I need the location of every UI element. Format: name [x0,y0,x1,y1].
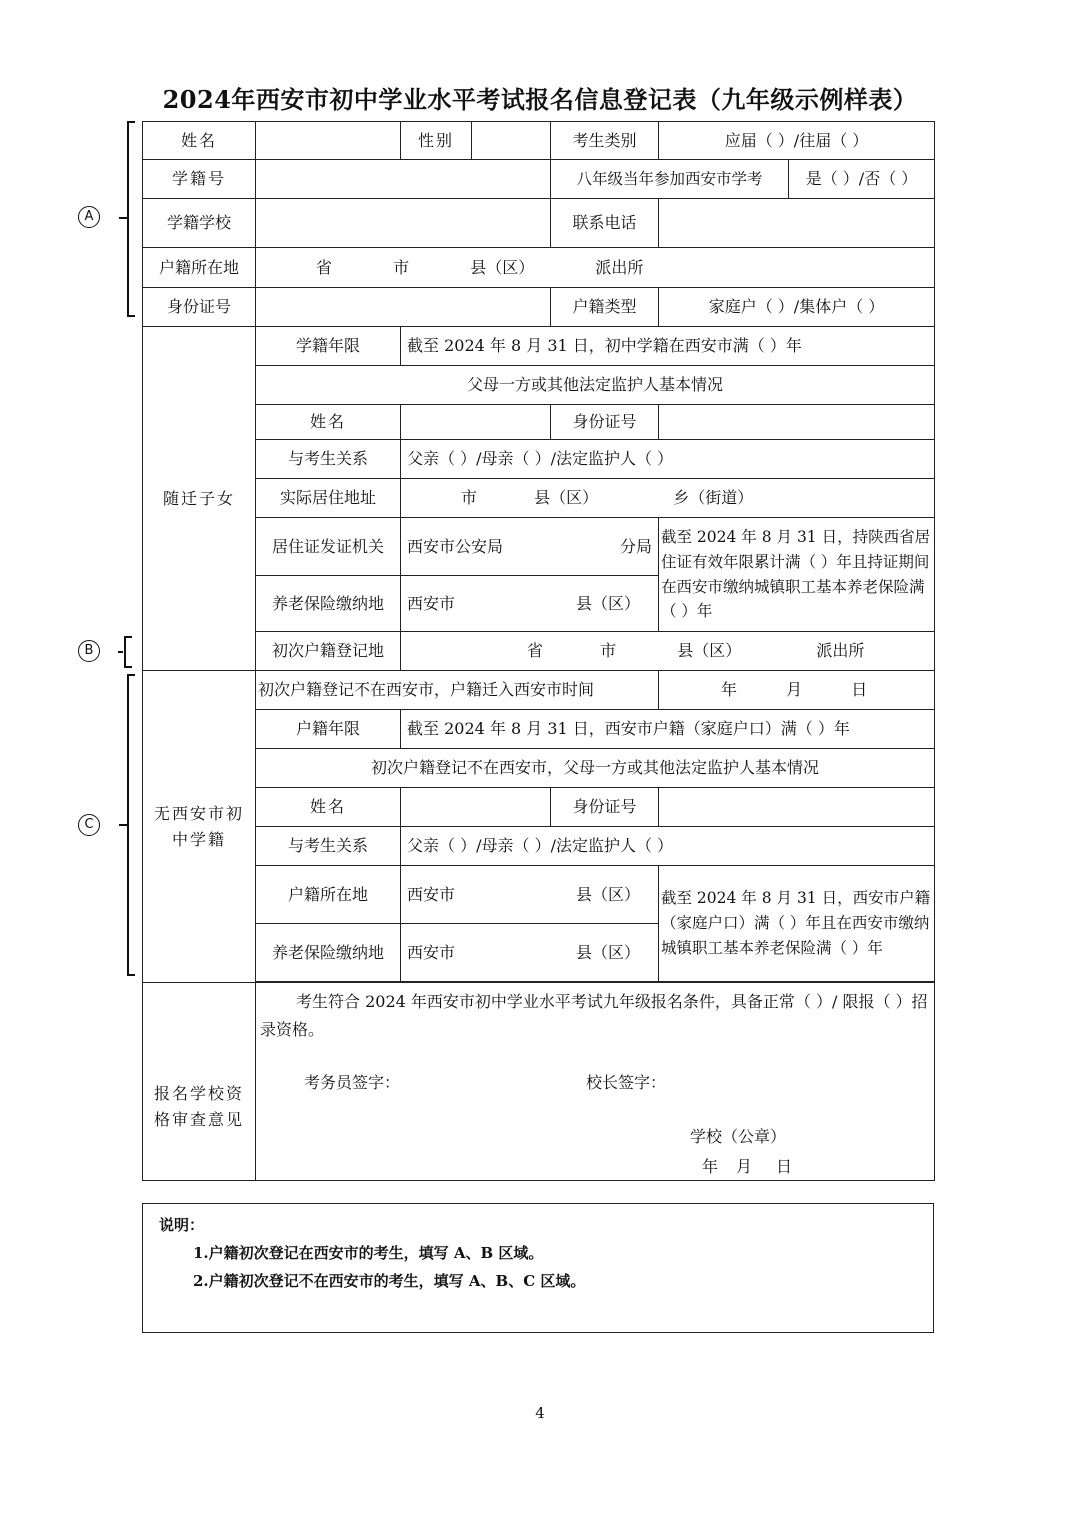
c-pension-city: 西安市 [407,942,456,962]
label-guardian-id: 身份证号 [551,405,659,440]
section-a-bracket [127,121,129,317]
field-permit-years-note[interactable]: 截至 2024 年 8 月 31 日，持陕西省居住证有效年限累计满（ ）年且持证期间在西安市缴纳城镇职工基本养老保险满（ ）年 [659,518,935,632]
c-pension-county: 县（区） [575,942,640,962]
label-actual-address: 实际居住地址 [256,479,401,518]
move-month: 月 [786,680,803,700]
field-phone[interactable] [659,199,935,248]
label-c-guardian-name: 姓名 [256,788,401,827]
first-reg-county: 县（区） [677,641,742,661]
field-hukou-location[interactable] [256,248,935,288]
field-gender[interactable] [472,122,551,160]
field-category[interactable]: 应届（ ）/往届（ ） [659,122,935,160]
label-phone: 联系电话 [551,199,659,248]
field-grade8-exam[interactable]: 是（ ）/否（ ） [789,160,935,199]
label-guardian-relation: 与考生关系 [256,440,401,479]
first-reg-province: 省 [527,641,544,661]
section-c-bracket [127,674,129,976]
c-guardian-info-header: 初次户籍登记不在西安市，父母一方或其他法定监护人基本情况 [256,749,935,788]
approval-date-month: 月 [736,1156,753,1176]
section-a-marker: A [78,206,100,228]
label-first-registration: 初次户籍登记地 [256,632,401,671]
field-school[interactable] [256,199,551,248]
field-guardian-name[interactable] [401,405,551,440]
field-hukou-years[interactable]: 截至 2024 年 8 月 31 日，西安市户籍（家庭户口）满（ ）年 [401,710,935,749]
section-b-bracket [124,636,126,668]
field-pension-place[interactable] [401,576,659,632]
label-enrollment-years: 学籍年限 [256,327,401,366]
c-hukou-county: 县（区） [575,884,640,904]
pension-city: 西安市 [407,593,456,613]
field-permit-office[interactable] [401,518,659,576]
label-c-guardian-relation: 与考生关系 [256,827,401,866]
field-c-guardian-id[interactable] [659,788,935,827]
field-c-guardian-name[interactable] [401,788,551,827]
label-id-number: 身份证号 [143,288,256,327]
label-hukou-type: 户籍类型 [551,288,659,327]
label-gender: 性别 [401,122,472,160]
field-c-pension-place[interactable] [401,924,659,982]
hukou-province: 省 [316,257,333,277]
address-city: 市 [461,488,478,508]
field-c-hukou-years-note[interactable]: 截至 2024 年 8 月 31 日，西安市户籍（家庭户口）满（ ）年且在西安市缴纳城镇职工基本养老保险满（ ）年 [659,866,935,982]
label-c-pension-place: 养老保险缴纳地 [256,924,401,982]
hukou-county: 县（区） [470,257,535,277]
field-student-no[interactable] [256,160,551,199]
approval-date-day: 日 [776,1156,793,1176]
label-name: 姓名 [143,122,256,160]
label-hukou-location: 户籍所在地 [143,248,256,288]
permit-city: 西安市公安局 [407,536,504,556]
notes-item-2: 2.户籍初次登记不在西安市的考生，填写 A、B、C 区域。 [193,1272,586,1290]
approval-box [256,983,935,1181]
label-permit-office: 居住证发证机关 [256,518,401,576]
label-guardian-name: 姓名 [256,405,401,440]
move-day: 日 [851,680,868,700]
field-guardian-id[interactable] [659,405,935,440]
page-number: 4 [535,1404,545,1422]
label-category: 考生类别 [551,122,659,160]
address-town: 乡（街道） [673,488,754,508]
label-migrant-children: 随迁子女 [143,327,256,671]
pension-county: 县（区） [575,593,640,613]
principal-signature-label: 校长签字： [586,1072,667,1092]
approval-date-year: 年 [702,1156,719,1176]
hukou-city: 市 [393,257,410,277]
section-c-marker: C [78,814,100,836]
permit-branch: 分局 [619,536,652,556]
label-pension-place: 养老保险缴纳地 [256,576,401,632]
c-hukou-city: 西安市 [407,884,456,904]
field-move-in-time[interactable] [659,671,935,710]
field-guardian-relation[interactable]: 父亲（ ）/母亲（ ）/法定监护人（ ） [401,440,935,479]
field-c-hukou-location[interactable] [401,866,659,924]
hukou-station: 派出所 [595,257,644,277]
officer-signature-label: 考务员签字： [304,1072,401,1092]
label-move-in-time: 初次户籍登记不在西安市，户籍迁入西安市时间 [256,671,659,710]
label-c-guardian-id: 身份证号 [551,788,659,827]
registration-form-table [142,121,935,1181]
notes-header: 说明： [159,1216,205,1234]
label-school-approval: 报名学校资格审查意见 [143,983,256,1181]
field-hukou-type[interactable]: 家庭户（ ）/集体户（ ） [659,288,935,327]
move-year: 年 [721,680,738,700]
school-seal-label: 学校（公章） [690,1126,787,1146]
first-reg-station: 派出所 [816,641,865,661]
notes-item-1: 1.户籍初次登记在西安市的考生，填写 A、B 区域。 [193,1244,544,1262]
form-title: 2024年西安市初中学业水平考试报名信息登记表（九年级示例样表） [162,85,918,114]
guardian-info-header: 父母一方或其他法定监护人基本情况 [256,366,935,405]
section-b-marker: B [78,640,100,662]
label-no-xian-enrollment: 无西安市初中学籍 [143,671,256,983]
label-grade8-exam: 八年级当年参加西安市学考 [551,160,789,199]
approval-statement: 考生符合 2024 年西安市初中学业水平考试九年级报名条件，具备正常（ ）/ 限报（ ）招录资格。 [260,991,928,1039]
field-enrollment-years[interactable]: 截至 2024 年 8 月 31 日，初中学籍在西安市满（ ）年 [401,327,935,366]
label-school: 学籍学校 [143,199,256,248]
field-actual-address[interactable] [401,479,935,518]
field-id-number[interactable] [256,288,551,327]
label-c-hukou-location: 户籍所在地 [256,866,401,924]
first-reg-city: 市 [600,641,617,661]
field-c-guardian-relation[interactable]: 父亲（ ）/母亲（ ）/法定监护人（ ） [401,827,935,866]
label-hukou-years: 户籍年限 [256,710,401,749]
field-first-registration[interactable] [401,632,935,671]
field-name[interactable] [256,122,401,160]
label-student-no: 学籍号 [143,160,256,199]
address-county: 县（区） [534,488,599,508]
notes-box [142,1203,934,1333]
